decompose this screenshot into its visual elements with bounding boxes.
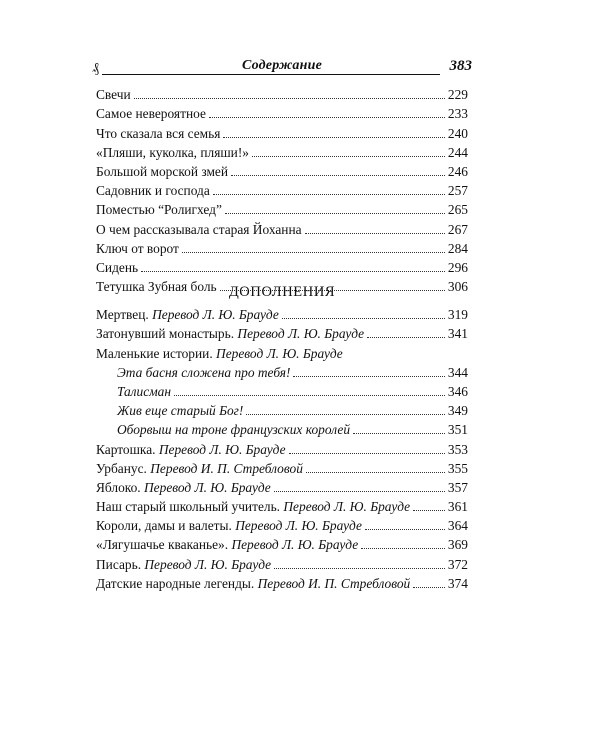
entry-title-text: Короли, дамы и валеты. xyxy=(96,518,236,534)
toc-entry-title xyxy=(117,403,243,418)
toc-entry-title xyxy=(96,106,206,121)
entry-page-number: 265 xyxy=(447,202,468,218)
entry-title-text: Яблоко. xyxy=(96,479,145,495)
toc-entry-title xyxy=(96,480,271,495)
entry-page-number: 344 xyxy=(447,364,468,380)
toc-entry xyxy=(96,83,468,102)
dot-leader xyxy=(231,175,445,176)
entry-page-number: 246 xyxy=(447,163,468,179)
toc-entry xyxy=(96,341,468,360)
toc-entry xyxy=(96,303,468,322)
toc-entry xyxy=(96,380,468,399)
toc-entry xyxy=(96,237,468,256)
entry-title-text: Тетушка Зубная боль xyxy=(96,279,217,295)
entry-title-text: Свечи xyxy=(96,87,131,103)
dot-leader xyxy=(367,337,445,338)
toc-entry-title xyxy=(96,557,271,572)
toc-entry xyxy=(96,160,468,179)
toc-entry-title xyxy=(96,164,228,179)
entry-title-text: О чем рассказывала старая Йоханна xyxy=(96,221,302,237)
toc-entry xyxy=(96,572,468,591)
toc-entry-title xyxy=(96,518,362,533)
entry-translator: Перевод Л. Ю. Брауде xyxy=(144,479,271,495)
dot-leader xyxy=(293,376,445,377)
toc-entry-title xyxy=(96,222,302,237)
toc-entry xyxy=(96,141,468,160)
entry-page-number: 267 xyxy=(447,221,468,237)
toc-entry-title xyxy=(96,326,364,341)
toc-entry xyxy=(96,514,468,533)
entry-page-number: 372 xyxy=(447,556,468,572)
entry-title-text: Талисман xyxy=(117,383,172,399)
entry-translator: Перевод Л. Ю. Брауде xyxy=(235,518,362,534)
running-header xyxy=(94,56,470,78)
header-rule xyxy=(102,74,440,75)
ornament-mark: ₰ xyxy=(92,61,99,76)
entry-title-text: Садовник и господа xyxy=(96,183,210,199)
dot-leader xyxy=(141,271,445,272)
dot-leader xyxy=(413,587,445,588)
entry-title-text: Урбанус. xyxy=(96,460,151,476)
entry-title-text: Сидень xyxy=(96,259,139,275)
entry-translator: Перевод Л. Ю. Брауде xyxy=(231,537,359,553)
toc-entry xyxy=(96,476,468,495)
toc-entry xyxy=(96,552,468,571)
dot-leader xyxy=(274,568,445,569)
toc-supplements-list xyxy=(96,303,468,591)
dot-leader xyxy=(365,529,445,530)
toc-entry-title xyxy=(96,576,410,591)
toc-entry xyxy=(96,322,468,341)
toc-entry xyxy=(96,179,468,198)
entry-translator: Перевод Л. Ю. Брауде xyxy=(158,441,286,457)
toc-entry-title xyxy=(96,307,279,322)
dot-leader xyxy=(252,156,445,157)
entry-title-text: Ключ от ворот xyxy=(96,240,179,256)
dot-leader xyxy=(209,117,445,118)
toc-entry-title xyxy=(96,442,286,457)
toc-entry xyxy=(96,198,468,217)
dot-leader xyxy=(353,433,445,434)
entry-page-number: 341 xyxy=(447,326,468,342)
entry-page-number: 374 xyxy=(447,575,468,591)
toc-entry-title xyxy=(96,145,249,160)
entry-title-text: Что сказала вся семья xyxy=(96,125,221,141)
dot-leader xyxy=(246,414,445,415)
entry-page-number: 244 xyxy=(447,144,468,160)
header-title: Содержание xyxy=(242,58,322,73)
toc-entry-title xyxy=(96,499,410,514)
toc-entry-title xyxy=(117,422,350,437)
entry-page-number: 346 xyxy=(447,383,468,399)
toc-entry-title xyxy=(96,537,358,552)
page-number: 383 xyxy=(449,58,472,74)
entry-title-text: Мертвец. xyxy=(96,307,153,323)
entry-page-number: 357 xyxy=(447,479,468,495)
entry-title-text: Писарь. xyxy=(96,556,145,572)
toc-entry-title xyxy=(96,126,220,141)
section-title: ДОПОЛНЕНИЯ xyxy=(228,284,336,300)
toc-entry-title xyxy=(96,241,179,256)
dot-leader xyxy=(306,472,445,473)
toc-entry-title xyxy=(117,384,171,399)
entry-title-text: Датские народные легенды. xyxy=(96,575,258,591)
entry-title-text: Самое невероятное xyxy=(96,106,206,122)
dot-leader xyxy=(305,233,445,234)
entry-title-text: Наш старый школьный учитель. xyxy=(96,499,284,515)
entry-page-number: 349 xyxy=(447,403,468,419)
entry-title-text: Картошка. xyxy=(96,441,159,457)
entry-page-number: 257 xyxy=(447,183,468,199)
toc-entry xyxy=(96,418,468,437)
toc-entry xyxy=(96,361,468,380)
dot-leader xyxy=(413,510,445,511)
dot-leader xyxy=(182,252,445,253)
entry-page-number: 284 xyxy=(447,240,468,256)
dot-leader xyxy=(134,98,445,99)
toc-entry xyxy=(96,437,468,456)
toc-entry xyxy=(96,495,468,514)
entry-title-text: Поместью “Ролигхед” xyxy=(96,202,222,218)
toc-entry-title xyxy=(117,365,290,380)
entry-page-number: 233 xyxy=(447,106,468,122)
entry-page-number: 240 xyxy=(447,125,468,141)
entry-page-number: 361 xyxy=(447,499,468,515)
entry-translator: Перевод Л. Ю. Брауде xyxy=(283,499,411,515)
toc-entry xyxy=(96,256,468,275)
dot-leader xyxy=(361,548,445,549)
entry-title-text: Жив еще старый Бог! xyxy=(117,403,244,419)
entry-title-text: Затонувший монастырь. xyxy=(96,326,238,342)
dot-leader xyxy=(213,194,445,195)
toc-entry-title xyxy=(96,183,210,198)
entry-title-text: Эта басня сложена про тебя! xyxy=(117,364,291,380)
entry-title-text: «Лягушачье кваканье». xyxy=(96,537,232,553)
dot-leader xyxy=(225,213,445,214)
entry-page-number: 353 xyxy=(447,441,468,457)
entry-translator: Перевод И. П. Стребловой xyxy=(257,575,411,591)
entry-title-text: Маленькие истории. xyxy=(96,345,217,361)
entry-page-number: 369 xyxy=(447,537,468,553)
entry-translator: Перевод Л. Ю. Брауде xyxy=(216,345,343,361)
toc-entry xyxy=(96,457,468,476)
toc-entry xyxy=(96,217,468,236)
dot-leader xyxy=(274,491,445,492)
entry-page-number: 364 xyxy=(447,518,468,534)
toc-entry xyxy=(96,121,468,140)
entry-translator: Перевод И. П. Стребловой xyxy=(150,460,303,476)
entry-translator: Перевод Л. Ю. Брауде xyxy=(237,326,365,342)
entry-translator: Перевод Л. Ю. Брауде xyxy=(144,556,272,572)
toc-entry xyxy=(96,399,468,418)
toc-entry-title xyxy=(96,461,303,476)
entry-title-text: «Пляши, куколка, пляши!» xyxy=(96,144,249,160)
entry-page-number: 306 xyxy=(447,279,468,295)
dot-leader xyxy=(282,318,445,319)
entry-title-text: Оборвыш на троне французских королей xyxy=(117,422,351,438)
toc-entry-title xyxy=(96,260,138,275)
entry-translator: Перевод Л. Ю. Брауде xyxy=(152,307,279,323)
toc-entry-title xyxy=(96,87,131,102)
dot-leader xyxy=(289,453,445,454)
entry-title-text: Большой морской змей xyxy=(96,163,229,179)
toc-main-list xyxy=(96,83,468,294)
entry-page-number: 319 xyxy=(447,307,468,323)
entry-page-number: 296 xyxy=(447,259,468,275)
toc-entry-title xyxy=(96,346,343,361)
entry-page-number: 229 xyxy=(447,87,468,103)
entry-page-number: 355 xyxy=(447,460,468,476)
toc-entry-title xyxy=(96,202,222,217)
toc-entry xyxy=(96,102,468,121)
dot-leader xyxy=(223,137,444,138)
toc-entry xyxy=(96,533,468,552)
dot-leader xyxy=(174,395,445,396)
entry-page-number: 351 xyxy=(447,422,468,438)
